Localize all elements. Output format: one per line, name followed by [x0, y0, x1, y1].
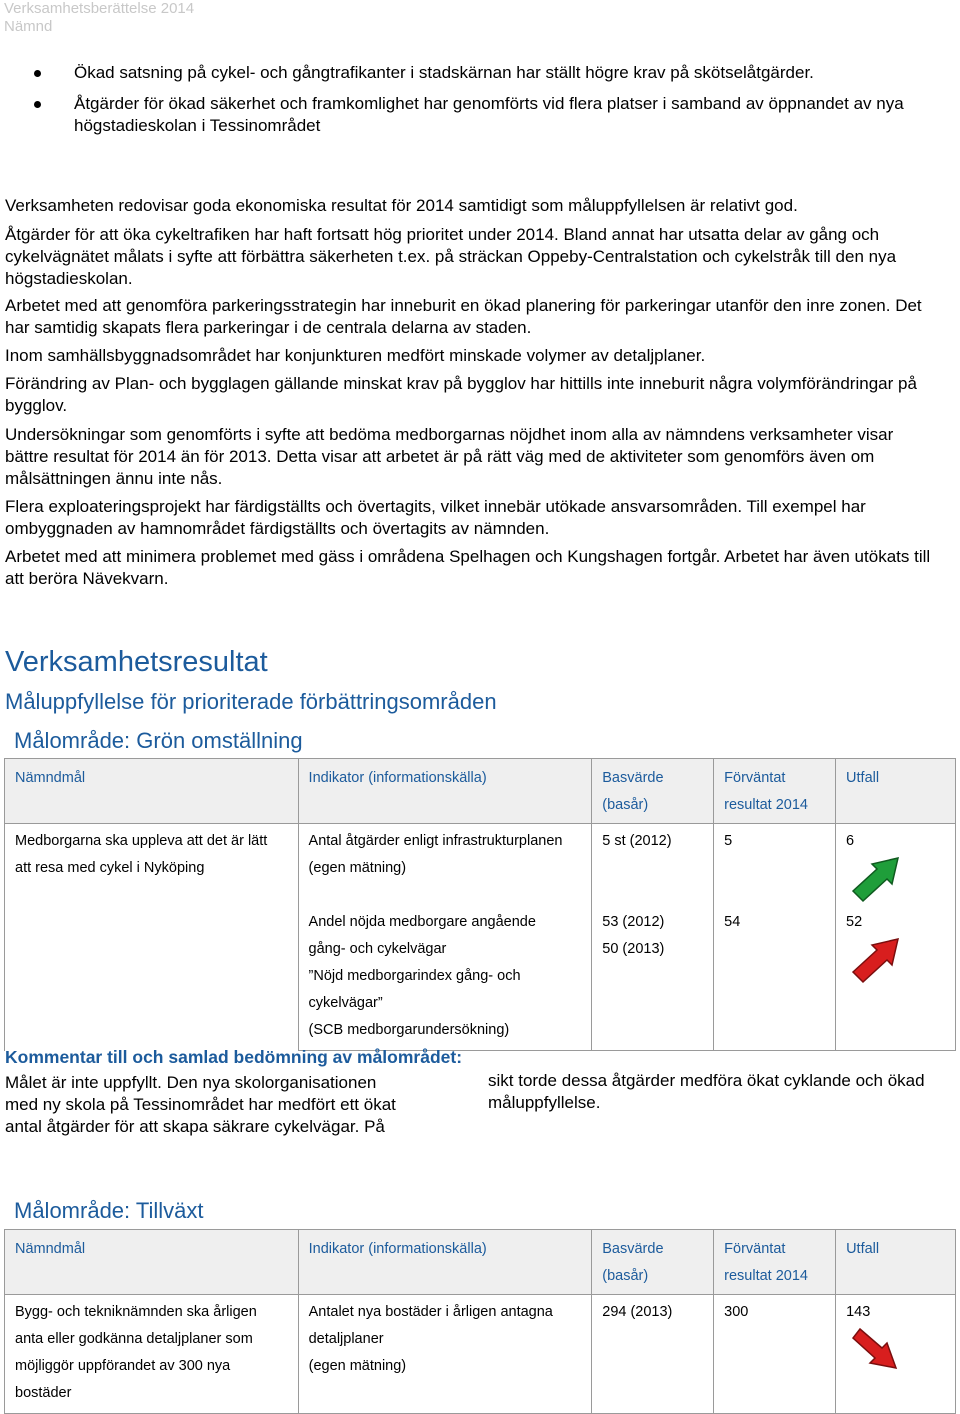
- expected-cell: 300: [714, 1295, 836, 1414]
- header-baseline: Basvärde (basår): [592, 1230, 714, 1295]
- header-indicator: Indikator (informationskälla): [298, 759, 592, 824]
- area-title-green-transition: Målområde: Grön omställning: [14, 728, 303, 753]
- table-header-row: [5, 1230, 956, 1295]
- paragraph: Arbetet med att genomföra parkeringsstrategin har inneburit en ökad planering för parkeringar utanför den inre zonen. Det har samtidig skapats flera parkeringar i de centrala delarna av staden.: [5, 296, 922, 337]
- red-down-arrow-icon: [850, 1326, 906, 1372]
- comment-text-right: sikt torde dessa åtgärder medföra ökat cyklande och ökad måluppfyllelse.: [488, 1071, 925, 1112]
- paragraph: Åtgärder för att öka cykeltrafiken har haft fortsatt hög prioritet under 2014. Bland annat har utsatta delar av gång och cykelvägnätet målats i syfte att förbättra säkerheten t.ex. på sträckan Oppeby-Centralstation och cykelstråk till den nya högstadieskolan.: [5, 225, 897, 288]
- running-header-section: Nämnd: [4, 18, 53, 35]
- paragraph: Flera exploateringsprojekt har färdigställts och övertagits, vilket innebär utökade ansvarsområden. Till exempel har ombyggnaden av hamnområdet färdigställts och övertagits av nämnden.: [5, 497, 866, 538]
- green-up-arrow-icon: [850, 855, 906, 905]
- indicator-cell: Antal åtgärder enligt infrastrukturplanen (egen mätning): [298, 824, 592, 906]
- outcome-cell: 143: [836, 1295, 956, 1414]
- header-goal: Nämndmål: [5, 1230, 299, 1295]
- header-baseline: Basvärde (basår): [592, 759, 714, 824]
- bullet-item: Åtgärder för ökad säkerhet och framkomlighet har genomförts vid flera platser i samband av öppnandet av nya högstadieskolan i Tessinområdet: [30, 93, 940, 137]
- table-row: [5, 824, 956, 906]
- outcome-cell: 52: [836, 905, 956, 1051]
- subsection-title: Måluppfyllelse för prioriterade förbättringsområden: [5, 689, 497, 714]
- header-expected: Förväntat resultat 2014: [714, 1230, 836, 1295]
- paragraph: Verksamheten redovisar goda ekonomiska resultat för 2014 samtidigt som måluppfyllelsen är relativt god.: [5, 196, 798, 215]
- paragraph: Förändring av Plan- och bygglagen gällande minskat krav på bygglov har hittills inte inneburit några volymförändringar på bygglov.: [5, 374, 917, 415]
- header-expected: Förväntat resultat 2014: [714, 759, 836, 824]
- table-row: [5, 1295, 956, 1414]
- table-header-row: [5, 759, 956, 824]
- bullet-item: Ökad satsning på cykel- och gångtrafikanter i stadskärnan har ställt högre krav på skötselåtgärder.: [30, 62, 940, 84]
- outcome-cell: 6: [836, 824, 956, 906]
- goal-cell: Medborgarna ska uppleva att det är lätt att resa med cykel i Nyköping: [5, 824, 299, 1051]
- comment-text-left: Målet är inte uppfyllt. Den nya skolorganisationen med ny skola på Tessinområdet har medfört ett ökat antal åtgärder för att skapa säkrare cykelvägar. På: [5, 1073, 396, 1136]
- baseline-cell: 5 st (2012): [592, 824, 714, 906]
- baseline-cell: 294 (2013): [592, 1295, 714, 1414]
- indicator-cell: Antalet nya bostäder i årligen antagna detaljplaner (egen mätning): [298, 1295, 592, 1414]
- running-header-title: Verksamhetsberättelse 2014: [4, 0, 195, 17]
- paragraph: Inom samhällsbyggnadsområdet har konjunkturen medfört minskade volymer av detaljplaner.: [5, 346, 706, 365]
- area-title-growth: Målområde: Tillväxt: [14, 1198, 204, 1223]
- goal-table-green-transition: [4, 758, 956, 1051]
- goal-cell: Bygg- och tekniknämnden ska årligen anta eller godkänna detaljplaner som möjliggör uppförandet av 300 nya bostäder: [5, 1295, 299, 1414]
- comment-title: Kommentar till och samlad bedömning av målområdet:: [5, 1047, 463, 1067]
- header-goal: Nämndmål: [5, 759, 299, 824]
- bullet-list: [30, 62, 940, 146]
- header-indicator: Indikator (informationskälla): [298, 1230, 592, 1295]
- indicator-cell: Andel nöjda medborgare angående gång- och cykelvägar ”Nöjd medborgarindex gång- och cykelvägar” (SCB medborgarundersökning): [298, 905, 592, 1051]
- paragraph: Arbetet med att minimera problemet med gäss i områdena Spelhagen och Kungshagen fortgår. Arbetet har även utökats till att beröra Nävekvarn.: [5, 547, 931, 588]
- section-title: Verksamhetsresultat: [5, 646, 268, 678]
- paragraph: Undersökningar som genomförts i syfte att bedöma medborgarnas nöjdhet inom alla av nämndens verksamheter visar bättre resultat för 2014 än för 2013. Detta visar att arbetet är på rätt väg med de aktiviteter som genomförs även om målsättningen ännu inte nås.: [5, 425, 894, 488]
- header-outcome: Utfall: [836, 759, 956, 824]
- red-up-arrow-icon: [850, 936, 906, 986]
- goal-table-growth: [4, 1229, 956, 1414]
- expected-cell: 5: [714, 824, 836, 906]
- expected-cell: 54: [714, 905, 836, 1051]
- baseline-cell: 53 (2012) 50 (2013): [592, 905, 714, 1051]
- header-outcome: Utfall: [836, 1230, 956, 1295]
